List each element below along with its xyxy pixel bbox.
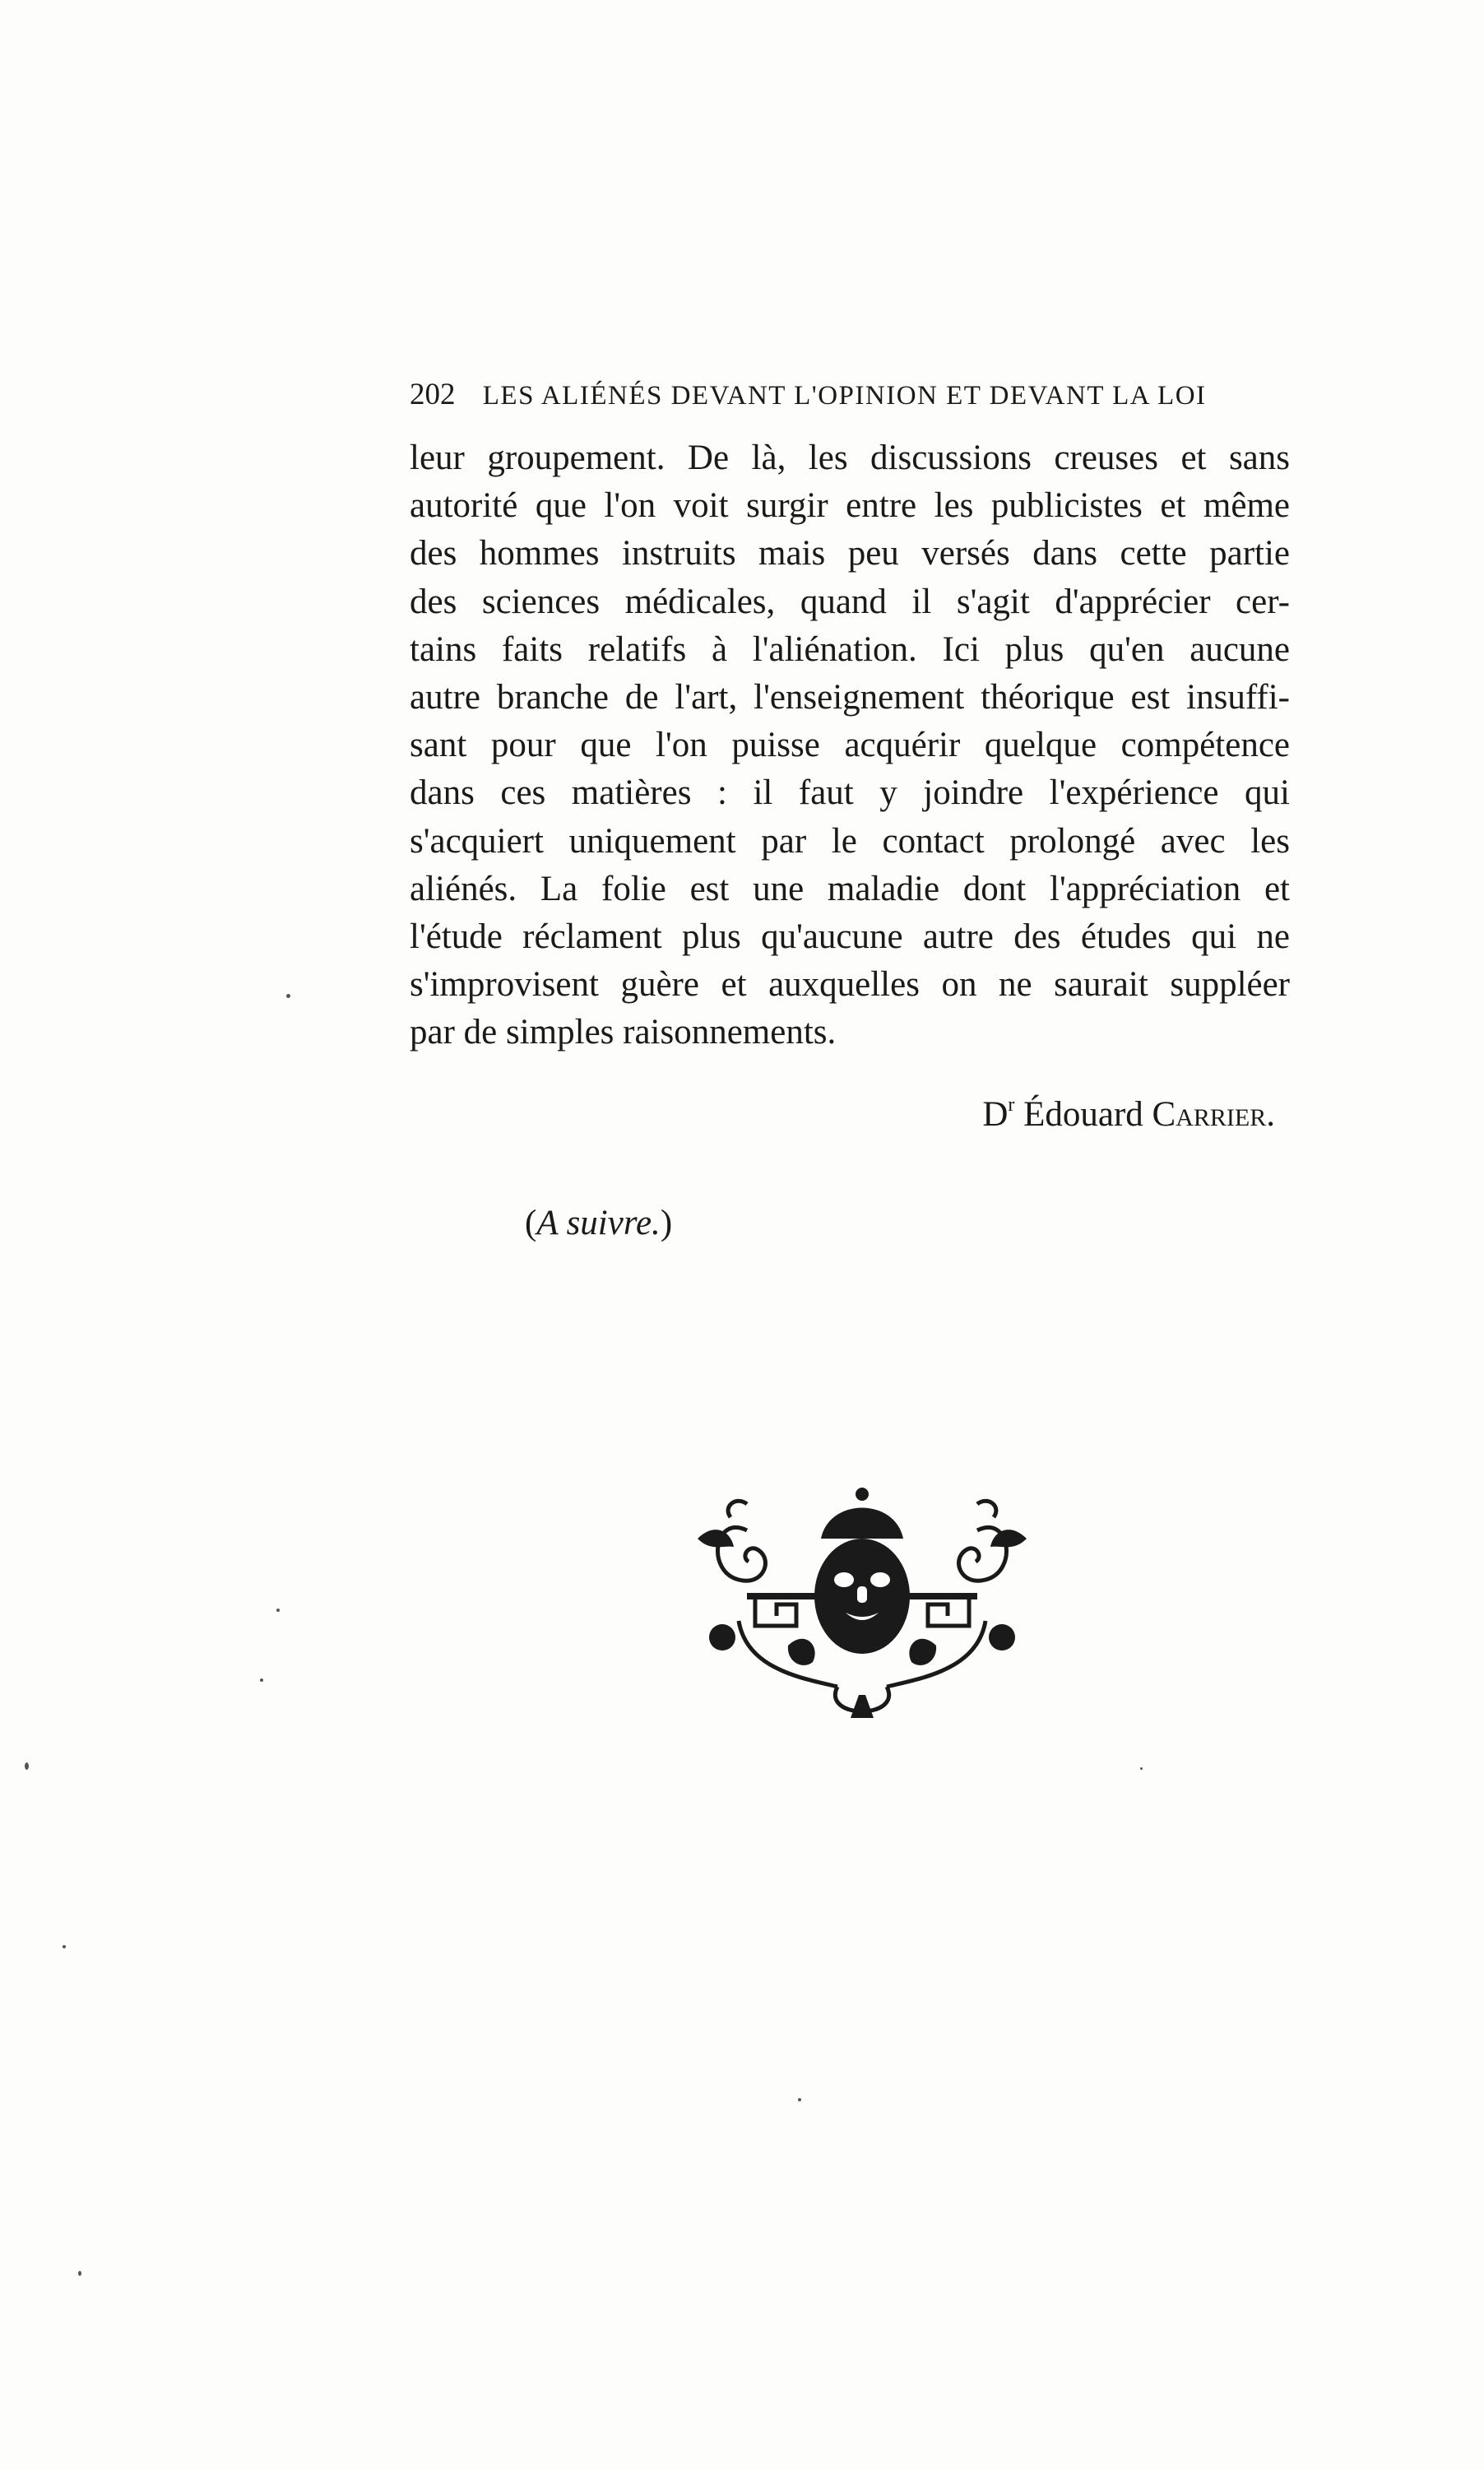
text-line: par de simples raisonnements. xyxy=(410,1013,837,1052)
text-line: autre branche de l'art, l'enseignement théorique est insuffi- xyxy=(410,677,1290,717)
text-line: autorité que l'on voit surgir entre les publicistes et même xyxy=(410,486,1290,526)
paper-speck xyxy=(78,2271,81,2276)
text-line: s'improvisent guère et auxquelles on ne saurait suppléer xyxy=(410,965,1290,1005)
paper-speck xyxy=(260,1678,263,1682)
to-be-continued-text: A suivre. xyxy=(536,1204,661,1242)
paper-speck xyxy=(798,2098,801,2101)
text-line: des sciences médicales, quand il s'agit d'apprécier cer- xyxy=(410,582,1290,621)
text-line: leur groupement. De là, les discussions creuses et sans xyxy=(410,439,1290,477)
text-line: dans ces matières : il faut y joindre l'expérience qui xyxy=(410,773,1290,813)
to-be-continued-note: (A suivre.) xyxy=(525,1204,673,1242)
text-line: aliénés. La folie est une maladie dont l'appréciation et xyxy=(410,869,1290,908)
grotesque-mask-ornament-icon xyxy=(698,1481,1027,1720)
paper-speck xyxy=(1140,1767,1143,1770)
author-title: $D^r$ xyxy=(982,1094,1015,1134)
text-line: des hommes instruits mais peu versés dans cette partie xyxy=(410,534,1290,573)
running-title: LES ALIÉNÉS DEVANT L'OPINION ET DEVANT LA LOI xyxy=(482,381,1207,411)
text-line: s'acquiert uniquement par le contact prolongé avec les xyxy=(410,821,1290,861)
text-line: tains faits relatifs à l'aliénation. Ici plus qu'en aucune xyxy=(410,629,1290,669)
paper-speck xyxy=(276,1609,280,1612)
running-header xyxy=(410,377,1277,412)
author-surname: Carrier xyxy=(1152,1095,1267,1134)
paper-speck xyxy=(63,1945,66,1948)
page-number: 202 xyxy=(410,378,456,411)
text-line: l'étude réclament plus qu'aucune autre des études qui ne xyxy=(410,917,1290,956)
author-signature: $D^r$ Édouard Carrier. xyxy=(982,1094,1275,1134)
author-first-name: Édouard xyxy=(1023,1095,1143,1134)
paper-speck xyxy=(286,994,290,998)
body-paragraph xyxy=(410,434,1290,1056)
paper-speck xyxy=(25,1762,29,1770)
text-line: sant pour que l'on puisse acquérir quelque compétence xyxy=(410,726,1290,765)
